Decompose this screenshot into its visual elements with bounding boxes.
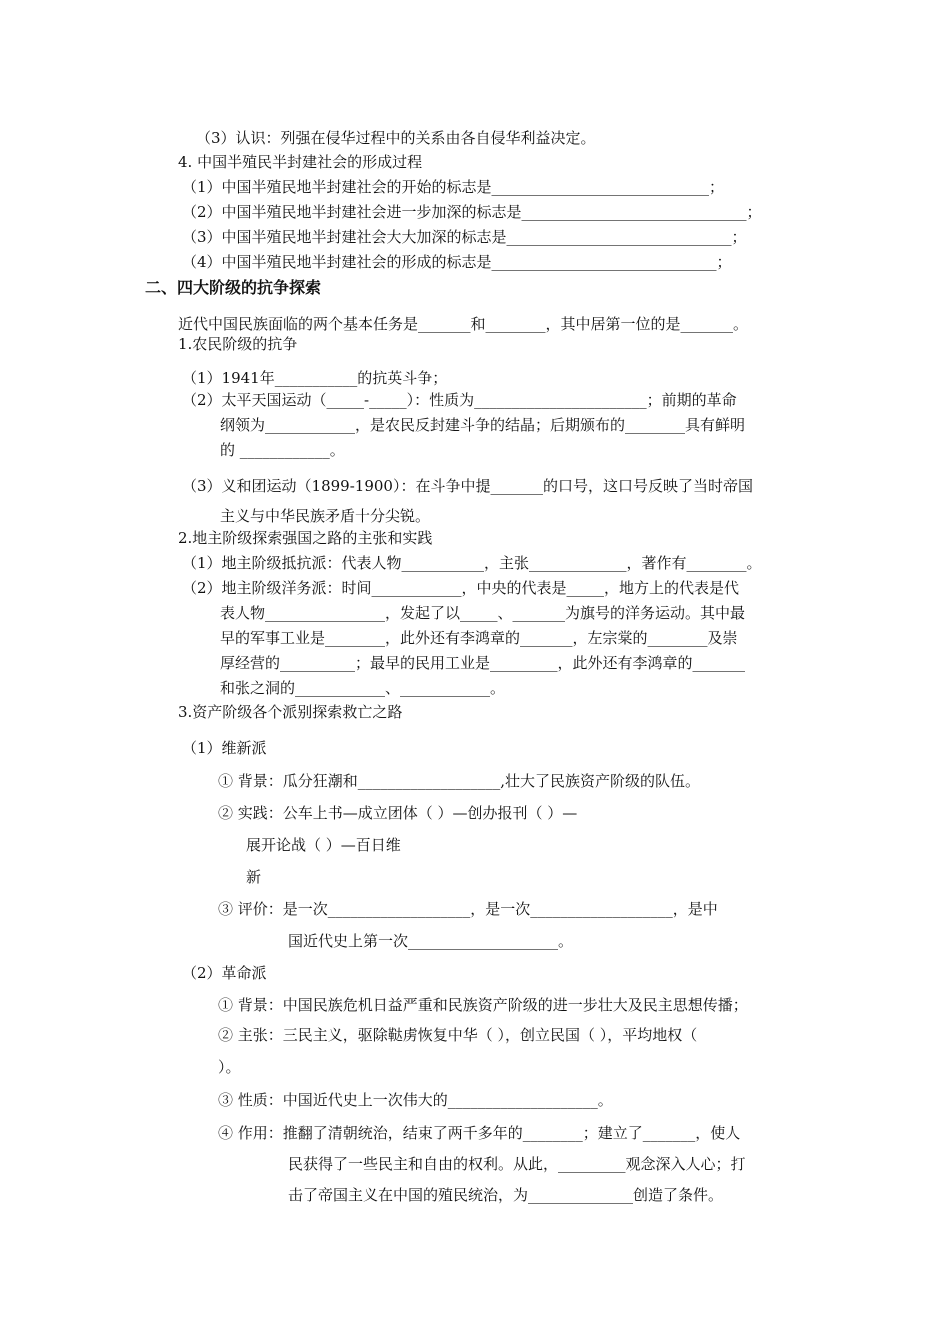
reform-evaluation-2: 国近代史上第一次____________________。	[288, 932, 574, 950]
bourgeois-heading: 3.资产阶级各个派别探索救亡之路	[178, 703, 403, 721]
landlord-line-6: 和张之洞的____________、____________。	[220, 679, 506, 697]
peasant-line-3: 纲领为____________，是农民反封建斗争的结晶；后期颁布的________具有鲜明	[220, 416, 746, 434]
peasant-line-5: （3）义和团运动（1899-1900）：在斗争中提_______的口号，这口号反映了当时帝国	[182, 477, 753, 495]
reform-practice-3: 新	[246, 868, 262, 886]
landlord-line-4: 早的军事工业是________，此外还有李鸿章的_______，左宗棠的________及崇	[220, 629, 738, 647]
revolution-nature: ③ 性质：中国近代史上一次伟大的____________________。	[218, 1091, 613, 1109]
reform-practice-1: ② 实践：公车上书—成立团体（ ）—创办报刊（ ）—	[218, 804, 578, 822]
revolution-background: ① 背景：中国民族危机日益严重和民族资产阶级的进一步壮大及民主思想传播；	[218, 996, 748, 1014]
revolution-effect-2: 民获得了一些民主和自由的权利。从此，_________观念深入人心；打	[288, 1155, 746, 1173]
landlord-heading: 2.地主阶级探索强国之路的主张和实践	[178, 529, 433, 547]
sign-line-2: （2）中国半殖民地半封建社会进一步加深的标志是______________________________；	[182, 203, 762, 221]
reform-heading: （1）维新派	[182, 739, 267, 757]
sign-line-1: （1）中国半殖民地半封建社会的开始的标志是_____________________________；	[182, 178, 725, 196]
peasant-line-1: （1）1941年___________的抗英斗争；	[182, 369, 448, 387]
peasant-line-2: （2）太平天国运动（_____-_____）：性质为_______________________；前期的革命	[182, 391, 737, 409]
section-2-title: 二、四大阶级的抗争探索	[145, 278, 322, 297]
revolution-effect-3: 击了帝国主义在中国的殖民统治，为______________创造了条件。	[288, 1186, 724, 1204]
item3-understanding: （3）认识：列强在侵华过程中的关系由各自侵华利益决定。	[196, 129, 596, 147]
peasant-line-6: 主义与中华民族矛盾十分尖锐。	[220, 507, 431, 525]
reform-evaluation-1: ③ 评价：是一次___________________，是一次___________________，是中	[218, 900, 718, 918]
landlord-line-5: 厚经营的__________；最早的民用工业是_________，此外还有李鸿章的_______	[220, 654, 746, 672]
section-2-intro: 近代中国民族面临的两个基本任务是_______和________，其中居第一位的是_______。	[178, 315, 749, 333]
sign-line-3: （3）中国半殖民地半封建社会大大加深的标志是______________________________；	[182, 228, 747, 246]
reform-practice-2: 展开论战（ ）—百日维	[246, 836, 401, 854]
peasant-heading: 1.农民阶级的抗争	[178, 335, 298, 353]
sign-line-4: （4）中国半殖民地半封建社会的形成的标志是______________________________；	[182, 253, 732, 271]
revolution-claim-1: ② 主张：三民主义，驱除鞑虏恢复中华（ ），创立民国（ ），平均地权（	[218, 1026, 698, 1044]
peasant-line-4: 的 ____________。	[220, 441, 345, 459]
revolution-effect-1: ④ 作用：推翻了清朝统治，结束了两千多年的________；建立了_______，使人	[218, 1124, 741, 1142]
landlord-line-3: 表人物________________，发起了以_____、_______为旗号的洋务运动。其中最	[220, 604, 746, 622]
heading-4: 4. 中国半殖民半封建社会的形成过程	[178, 153, 423, 171]
landlord-line-1: （1）地主阶级抵抗派：代表人物___________，主张_____________，著作有________。	[182, 554, 762, 572]
landlord-line-2: （2）地主阶级洋务派：时间____________，中央的代表是_____，地方上的代表是代	[182, 579, 740, 597]
reform-background: ① 背景：瓜分狂潮和___________________,壮大了民族资产阶级的队伍。	[218, 772, 701, 790]
revolution-claim-2: ）。	[218, 1058, 241, 1076]
revolution-heading: （2）革命派	[182, 964, 267, 982]
